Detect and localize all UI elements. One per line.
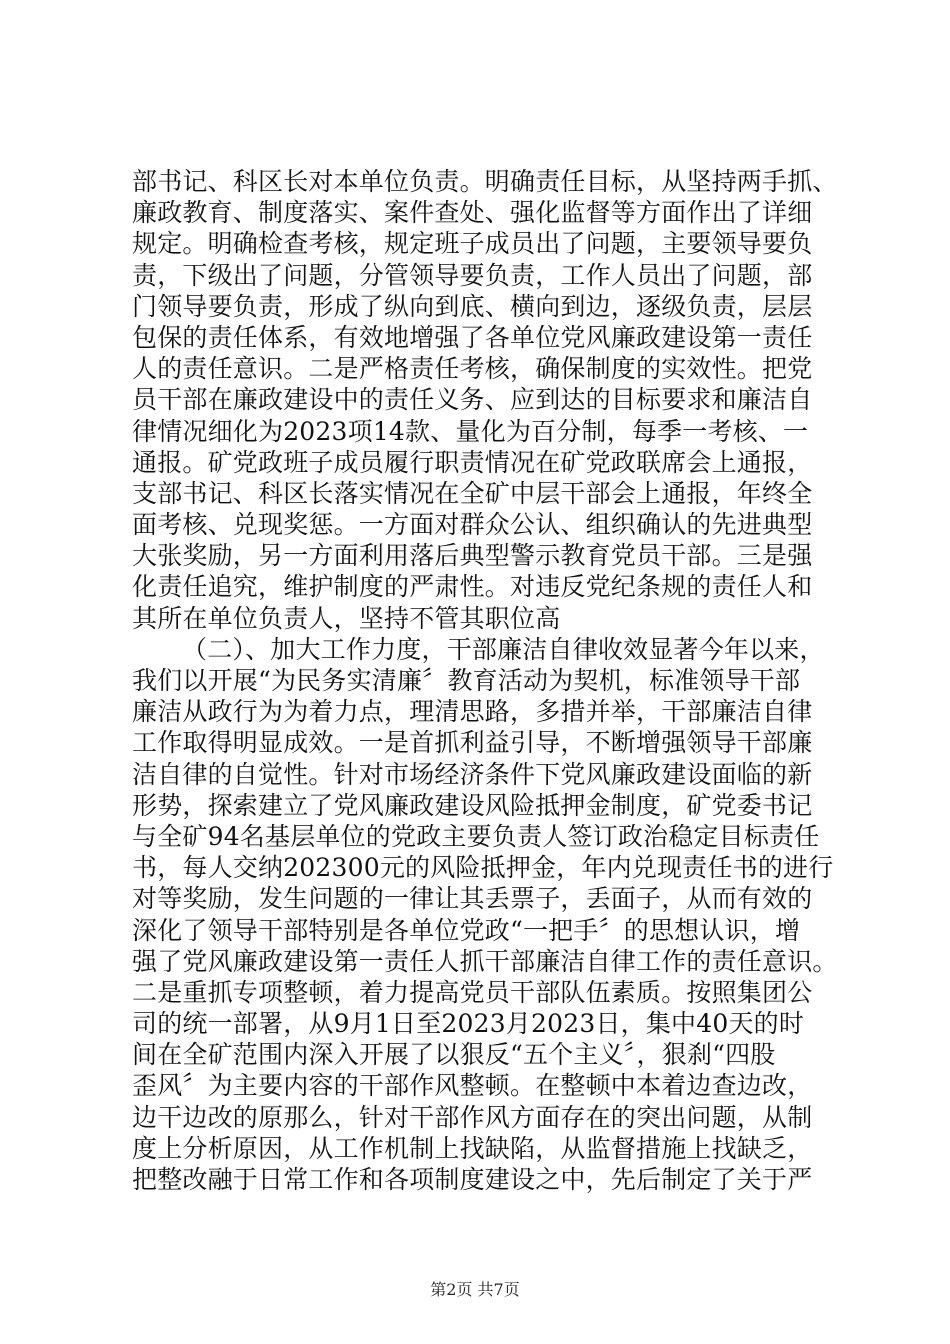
page-number-label: 第2页 共7页 [430, 1280, 520, 1299]
text-line: 大张奖励，另一方面利用落后典型警示教育党员干部。三是强 [132, 541, 813, 571]
text-line: 歪风〞为主要内容的干部作风整顿。在整顿中本着边查边改， [132, 1071, 813, 1101]
text-line: 形势，探索建立了党风廉政建设风险抵押金制度，矿党委书记 [132, 790, 813, 820]
text-line: 间在全矿范围内深入开展了以狠反“五个主义〞，狠刹“四股 [132, 1040, 776, 1070]
text-line: 部书记、科区长对本单位负责。明确责任目标，从坚持两手抓、 [132, 167, 838, 196]
text-line: 员干部在廉政建设中的责任义务、应到达的目标要求和廉洁自 [132, 385, 813, 415]
text-line: 工作取得明显成效。一是首抓利益引导，不断增强领导干部廉 [132, 728, 813, 758]
text-line: 化责任追究，维护制度的严肃性。对违反党纪条规的责任人和 [132, 572, 813, 602]
text-line: 强了党风廉政建设第一责任人抓干部廉洁自律工作的责任意识。 [132, 946, 838, 976]
page-footer [0, 1280, 950, 1300]
text-line: 律情况细化为2023项14款、量化为百分制，每季一考核、一 [132, 416, 809, 446]
text-line: 深化了领导干部特别是各单位党政“一把手〞的思想认识，增 [132, 915, 801, 945]
text-line: 规定。明确检查考核，规定班子成员出了问题，主要领导要负 [132, 229, 813, 259]
text-line: 门领导要负责，形成了纵向到底、横向到边，逐级负责，层层 [132, 291, 813, 321]
text-line: 面考核、兑现奖惩。一方面对群众公认、组织确认的先进典型 [132, 510, 813, 540]
section-heading-line: （二）、加大工作力度，干部廉洁自律收效显著今年以来， [182, 634, 825, 664]
text-line: 书，每人交纳202300元的风险抵押金，年内兑现责任书的进行 [132, 853, 834, 883]
text-line: 度上分析原因，从工作机制上找缺陷，从监督措施上找缺乏， [132, 1133, 813, 1163]
text-line: 边干边改的原那么，针对干部作风方面存在的突出问题，从制 [132, 1102, 813, 1132]
text-line: 司的统一部署，从9月1日至2023月2023日，集中40天的时 [132, 1009, 805, 1039]
text-line: 人的责任意识。二是严格责任考核，确保制度的实效性。把党 [132, 354, 813, 384]
text-line: 把整改融于日常工作和各项制度建设之中，先后制定了关于严 [132, 1165, 813, 1194]
text-line: 洁自律的自觉性。针对市场经济条件下党风廉政建设面临的新 [132, 759, 813, 789]
text-line: 与全矿94名基层单位的党政主要负责人签订政治稳定目标责任 [132, 821, 820, 851]
text-line: 责，下级出了问题，分管领导要负责，工作人员出了问题，部 [132, 260, 813, 290]
text-line: 廉洁从政行为为着力点，理清思路，多措并举，干部廉洁自律 [132, 697, 813, 727]
text-line: 我们以开展“为民务实清廉〞教育活动为契机，标准领导干部 [132, 666, 801, 695]
text-line: 廉政教育、制度落实、案件查处、强化监督等方面作出了详细 [132, 198, 813, 228]
text-line: 包保的责任体系，有效地增强了各单位党风廉政建设第一责任 [132, 322, 813, 352]
text-line: 对等奖励，发生问题的一律让其丢票子，丢面子，从而有效的 [132, 884, 813, 914]
body-text [132, 166, 838, 1195]
text-line: 通报。矿党政班子成员履行职责情况在矿党政联席会上通报， [132, 447, 813, 477]
text-line: 二是重抓专项整顿，着力提高党员干部队伍素质。按照集团公 [132, 977, 813, 1007]
text-line: 支部书记、科区长落实情况在全矿中层干部会上通报，年终全 [132, 478, 813, 508]
text-line: 其所在单位负责人，坚持不管其职位高 [132, 603, 561, 633]
